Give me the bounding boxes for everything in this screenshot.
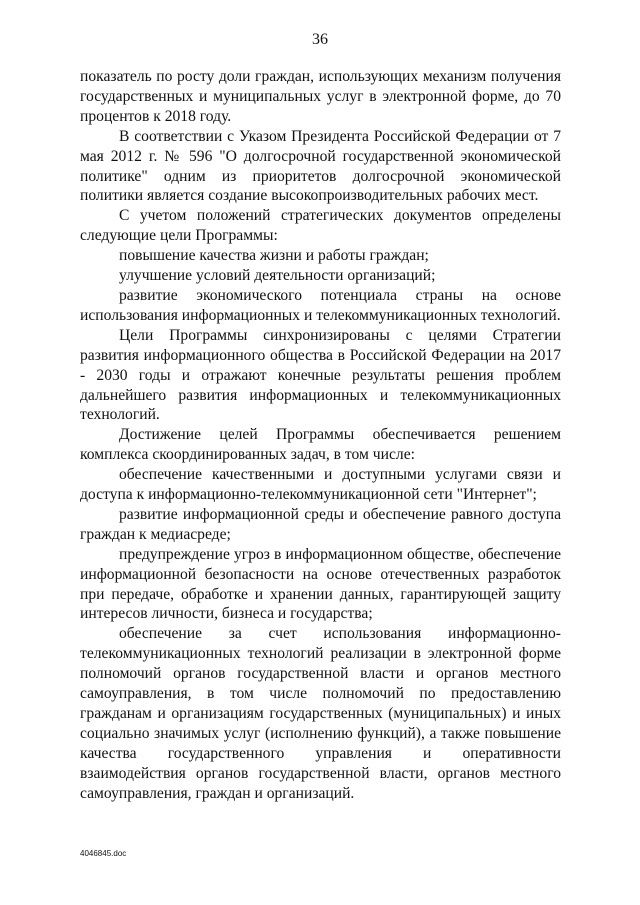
footer-filename: 4046845.doc	[80, 849, 127, 858]
paragraph-continuation: показатель по росту доли граждан, использующих механизм получения государственных и муниципальных услуг в электронной форме, до 70 процентов к 2018 году.	[80, 68, 561, 125]
task-item: предупреждение угроз в информационном обществе, обеспечение информационной безопасности на основе отечественных разработок при передаче, обработке и хранении данных, гарантирующей защиту интересов личности, бизнеса и государства;	[80, 545, 561, 623]
document-body	[80, 67, 561, 804]
goal-item: улучшение условий деятельности организаций;	[119, 267, 436, 285]
paragraph-decree: В соответствии с Указом Президента Российской Федерации от 7 мая 2012 г. № 596 "О долгосрочной государственной экономической политике" одним из приоритетов долгосрочной экономической политики является создание высокопроизводительных рабочих мест.	[80, 127, 561, 205]
paragraph-strategy: Цели Программы синхронизированы с целями Стратегии развития информационного общества в Российской Федерации на 2017 - 2030 годы и отражают конечные результаты решения проблем дальнейшего развития информационных и телекоммуникационных технологий.	[80, 326, 561, 424]
task-item: обеспечение за счет использования информационно-телекоммуникационных технологий реализации в электронной форме полномочий органов государственной власти и органов местного самоуправления, в том числе полномочий по предоставлению гражданам и организациям государственных (муниципальных) и иных социально значимых услуг (исполнению функций), а также повышение качества государственного управления и оперативности взаимодействия органов государственной власти, органов местного самоуправления, граждан и организаций.	[80, 625, 561, 802]
goal-item: повышение качества жизни и работы граждан;	[119, 247, 429, 265]
paragraph-tasks-intro: Достижение целей Программы обеспечивается решением комплекса скоординированных задач, в том числе:	[80, 426, 561, 464]
task-item: развитие информационной среды и обеспечение равного доступа граждан к медиасреде;	[80, 505, 561, 543]
paragraph-goals-intro: С учетом положений стратегических документов определены следующие цели Программы:	[80, 207, 561, 245]
task-item: обеспечение качественными и доступными услугами связи и доступа к информационно-телекоммуникационной сети "Интернет";	[80, 466, 561, 504]
page-number: 36	[312, 31, 328, 48]
goal-item: развитие экономического потенциала страны на основе использования информационных и телекоммуникационных технологий.	[80, 286, 561, 324]
